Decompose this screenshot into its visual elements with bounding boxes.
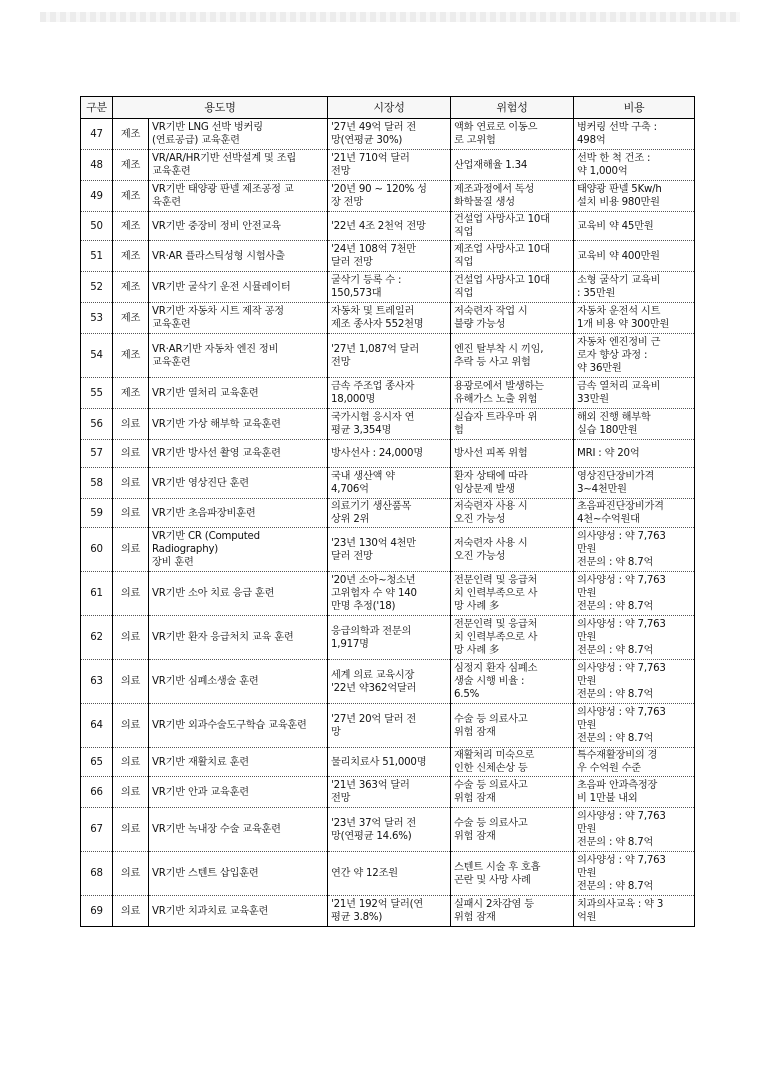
table-row (81, 528, 695, 572)
row-number: 58 (81, 468, 113, 499)
row-cost: 의사양성 : 약 7,763 만원 전문의 : 약 8.7억 (574, 616, 695, 660)
table-row (81, 272, 695, 303)
row-cost: 자동차 엔진정비 근 로자 향상 과정 : 약 36만원 (574, 334, 695, 378)
row-category: 의료 (113, 409, 149, 440)
row-category: 의료 (113, 468, 149, 499)
row-category: 의료 (113, 777, 149, 808)
row-cost: 벙커링 선박 구축 : 498억 (574, 119, 695, 150)
row-market: 물리치료사 51,000명 (328, 748, 451, 777)
row-use-name: VR기반 태양광 판넬 제조공정 교 육훈련 (149, 181, 328, 212)
row-market: '27년 1,087억 달러 전망 (328, 334, 451, 378)
row-market: 자동차 및 트레일러 제조 종사자 552천명 (328, 303, 451, 334)
row-market: '21년 710억 달러 전망 (328, 150, 451, 181)
row-use-name: VR기반 가상 해부학 교육훈련 (149, 409, 328, 440)
row-risk: 저숙련자 사용 시 오진 가능성 (451, 528, 574, 572)
row-use-name: VR기반 초음파장비훈련 (149, 499, 328, 528)
row-cost: 의사양성 : 약 7,763 만원 전문의 : 약 8.7억 (574, 704, 695, 748)
page-footer-blank (330, 1030, 430, 1050)
row-cost: 초음파 안과측정장 비 1만불 내외 (574, 777, 695, 808)
row-category: 제조 (113, 212, 149, 241)
vr-training-table (80, 96, 695, 927)
row-use-name: VR기반 자동차 시트 제작 공정 교육훈련 (149, 303, 328, 334)
row-market: 국내 생산액 약 4,706억 (328, 468, 451, 499)
row-market: '27년 49억 달러 전 망(연평균 30%) (328, 119, 451, 150)
row-use-name: VR·AR기반 자동차 엔진 정비 교육훈련 (149, 334, 328, 378)
row-cost: 의사양성 : 약 7,763 만원 전문의 : 약 8.7억 (574, 852, 695, 896)
row-use-name: VR기반 치과치료 교육훈련 (149, 896, 328, 927)
row-market: '21년 192억 달러(연 평균 3.8%) (328, 896, 451, 927)
row-risk: 수술 등 의료사고 위험 잠재 (451, 777, 574, 808)
row-category: 제조 (113, 303, 149, 334)
row-number: 56 (81, 409, 113, 440)
row-category: 의료 (113, 572, 149, 616)
row-market: '27년 20억 달러 전 망 (328, 704, 451, 748)
scan-artifact (40, 12, 740, 22)
row-category: 제조 (113, 119, 149, 150)
row-risk: 제조업 사망사고 10대 직업 (451, 241, 574, 272)
row-risk: 환자 상태에 따라 임상문제 발생 (451, 468, 574, 499)
row-risk: 심정지 환자 심폐소 생술 시행 비율 : 6.5% (451, 660, 574, 704)
row-use-name: VR기반 LNG 선박 벙커링 (연료공급) 교육훈련 (149, 119, 328, 150)
row-category: 의료 (113, 748, 149, 777)
table-row (81, 748, 695, 777)
row-use-name: VR/AR/HR기반 선박설계 및 조립 교육훈련 (149, 150, 328, 181)
row-number: 47 (81, 119, 113, 150)
row-use-name: VR기반 열처리 교육훈련 (149, 378, 328, 409)
row-number: 69 (81, 896, 113, 927)
row-category: 제조 (113, 272, 149, 303)
row-cost: 소형 굴삭기 교육비 : 35만원 (574, 272, 695, 303)
row-number: 60 (81, 528, 113, 572)
row-risk: 산업재해율 1.34 (451, 150, 574, 181)
row-category: 제조 (113, 378, 149, 409)
header-risk: 위험성 (451, 97, 574, 119)
row-cost: 의사양성 : 약 7,763 만원 전문의 : 약 8.7억 (574, 808, 695, 852)
table-row (81, 150, 695, 181)
row-use-name: VR기반 영상진단 훈련 (149, 468, 328, 499)
row-use-name: VR기반 중장비 정비 안전교육 (149, 212, 328, 241)
table-row (81, 212, 695, 241)
table-row (81, 616, 695, 660)
table-row (81, 181, 695, 212)
row-cost: 선박 한 척 건조 : 약 1,000억 (574, 150, 695, 181)
row-use-name: VR·AR 플라스틱성형 시험사출 (149, 241, 328, 272)
table-row (81, 468, 695, 499)
row-use-name: VR기반 외과수술도구학습 교육훈련 (149, 704, 328, 748)
row-cost: 금속 열처리 교육비 33만원 (574, 378, 695, 409)
row-cost: 특수재활장비의 경 우 수억원 수준 (574, 748, 695, 777)
row-category: 제조 (113, 181, 149, 212)
row-use-name: VR기반 CR (Computed Radiography) 장비 훈련 (149, 528, 328, 572)
row-category: 제조 (113, 334, 149, 378)
row-risk: 건설업 사망사고 10대 직업 (451, 212, 574, 241)
row-market: 방사선사 : 24,000명 (328, 440, 451, 468)
row-category: 의료 (113, 440, 149, 468)
row-number: 59 (81, 499, 113, 528)
row-number: 51 (81, 241, 113, 272)
row-number: 54 (81, 334, 113, 378)
table-row (81, 499, 695, 528)
row-risk: 액화 연료로 이동으 로 고위험 (451, 119, 574, 150)
row-market: '20년 90 ~ 120% 성 장 전망 (328, 181, 451, 212)
row-market: '22년 4조 2천억 전망 (328, 212, 451, 241)
row-category: 의료 (113, 499, 149, 528)
row-use-name: VR기반 굴삭기 운전 시뮬레이터 (149, 272, 328, 303)
row-number: 57 (81, 440, 113, 468)
row-category: 의료 (113, 852, 149, 896)
table-row (81, 704, 695, 748)
row-number: 49 (81, 181, 113, 212)
row-risk: 방사선 피폭 위험 (451, 440, 574, 468)
row-cost: MRI : 약 20억 (574, 440, 695, 468)
table-row (81, 808, 695, 852)
row-use-name: VR기반 심폐소생술 훈련 (149, 660, 328, 704)
header-category: 구분 (81, 97, 113, 119)
row-use-name: VR기반 방사선 촬영 교육훈련 (149, 440, 328, 468)
row-number: 53 (81, 303, 113, 334)
table-row (81, 440, 695, 468)
row-market: '23년 37억 달러 전 망(연평균 14.6%) (328, 808, 451, 852)
row-cost: 영상진단장비가격 3~4천만원 (574, 468, 695, 499)
header-use-name: 용도명 (113, 97, 328, 119)
table-row (81, 852, 695, 896)
row-risk: 전문인력 및 응급처 치 인력부족으로 사 망 사례 多 (451, 616, 574, 660)
row-number: 67 (81, 808, 113, 852)
row-category: 의료 (113, 704, 149, 748)
table-row (81, 378, 695, 409)
row-risk: 실습자 트라우마 위 험 (451, 409, 574, 440)
row-cost: 의사양성 : 약 7,763 만원 전문의 : 약 8.7억 (574, 572, 695, 616)
row-cost: 치과의사교육 : 약 3 억원 (574, 896, 695, 927)
table-row (81, 303, 695, 334)
row-cost: 의사양성 : 약 7,763 만원 전문의 : 약 8.7억 (574, 528, 695, 572)
row-market: 국가시험 응시자 연 평균 3,354명 (328, 409, 451, 440)
row-risk: 저숙련자 사용 시 오진 가능성 (451, 499, 574, 528)
row-use-name: VR기반 스텐트 삽입훈련 (149, 852, 328, 896)
row-risk: 건설업 사망사고 10대 직업 (451, 272, 574, 303)
row-category: 제조 (113, 150, 149, 181)
row-market: '20년 소아~청소년 고위험자 수 약 140 만명 추정('18) (328, 572, 451, 616)
header-cost: 비용 (574, 97, 695, 119)
table-row (81, 660, 695, 704)
row-cost: 의사양성 : 약 7,763 만원 전문의 : 약 8.7억 (574, 660, 695, 704)
row-market: 응급의학과 전문의 1,917명 (328, 616, 451, 660)
row-category: 의료 (113, 660, 149, 704)
row-category: 의료 (113, 896, 149, 927)
row-market: 연간 약 12조원 (328, 852, 451, 896)
row-number: 68 (81, 852, 113, 896)
row-use-name: VR기반 재활치료 훈련 (149, 748, 328, 777)
row-category: 의료 (113, 528, 149, 572)
row-risk: 수술 등 의료사고 위험 잠재 (451, 808, 574, 852)
row-number: 64 (81, 704, 113, 748)
row-market: 금속 주조업 종사자 18,000명 (328, 378, 451, 409)
row-risk: 제조과정에서 독성 화학물질 생성 (451, 181, 574, 212)
row-number: 62 (81, 616, 113, 660)
row-cost: 태양광 판넬 5Kw/h 설치 비용 980만원 (574, 181, 695, 212)
row-cost: 교육비 약 45만원 (574, 212, 695, 241)
row-use-name: VR기반 안과 교육훈련 (149, 777, 328, 808)
row-market: '24년 108억 7천만 달러 전망 (328, 241, 451, 272)
row-number: 61 (81, 572, 113, 616)
row-risk: 수술 등 의료사고 위험 잠재 (451, 704, 574, 748)
header-market: 시장성 (328, 97, 451, 119)
row-number: 52 (81, 272, 113, 303)
row-market: '23년 130억 4천만 달러 전망 (328, 528, 451, 572)
table-row (81, 409, 695, 440)
row-risk: 용광로에서 발생하는 유해가스 노출 위험 (451, 378, 574, 409)
row-number: 50 (81, 212, 113, 241)
row-market: 굴삭기 등록 수 : 150,573대 (328, 272, 451, 303)
row-cost: 초음파진단장비가격 4천~수억원대 (574, 499, 695, 528)
table-header-row (81, 97, 695, 119)
row-number: 63 (81, 660, 113, 704)
row-risk: 전문인력 및 응급처 치 인력부족으로 사 망 사례 多 (451, 572, 574, 616)
row-number: 48 (81, 150, 113, 181)
row-risk: 저숙련자 작업 시 불량 가능성 (451, 303, 574, 334)
row-category: 의료 (113, 808, 149, 852)
row-cost: 교육비 약 400만원 (574, 241, 695, 272)
row-number: 66 (81, 777, 113, 808)
row-category: 의료 (113, 616, 149, 660)
row-number: 55 (81, 378, 113, 409)
table-row (81, 572, 695, 616)
row-risk: 스텐트 시술 후 호흡 곤란 및 사망 사례 (451, 852, 574, 896)
row-risk: 실패시 2차감염 등 위험 잠재 (451, 896, 574, 927)
row-use-name: VR기반 환자 응급처치 교육 훈련 (149, 616, 328, 660)
row-cost: 해외 진행 해부학 실습 180만원 (574, 409, 695, 440)
row-market: 세계 의료 교육시장 '22년 약362억달러 (328, 660, 451, 704)
row-cost: 자동차 운전석 시트 1개 비용 약 300만원 (574, 303, 695, 334)
table-row (81, 241, 695, 272)
row-number: 65 (81, 748, 113, 777)
row-use-name: VR기반 소아 치료 응급 훈련 (149, 572, 328, 616)
table-row (81, 896, 695, 927)
row-market: 의료기기 생산품목 상위 2위 (328, 499, 451, 528)
row-risk: 엔진 탈부착 시 끼임, 추락 등 사고 위험 (451, 334, 574, 378)
table-row (81, 777, 695, 808)
row-use-name: VR기반 녹내장 수술 교육훈련 (149, 808, 328, 852)
row-risk: 재활처리 미숙으로 인한 신체손상 등 (451, 748, 574, 777)
table-row (81, 334, 695, 378)
row-category: 제조 (113, 241, 149, 272)
table-row (81, 119, 695, 150)
row-market: '21년 363억 달러 전망 (328, 777, 451, 808)
